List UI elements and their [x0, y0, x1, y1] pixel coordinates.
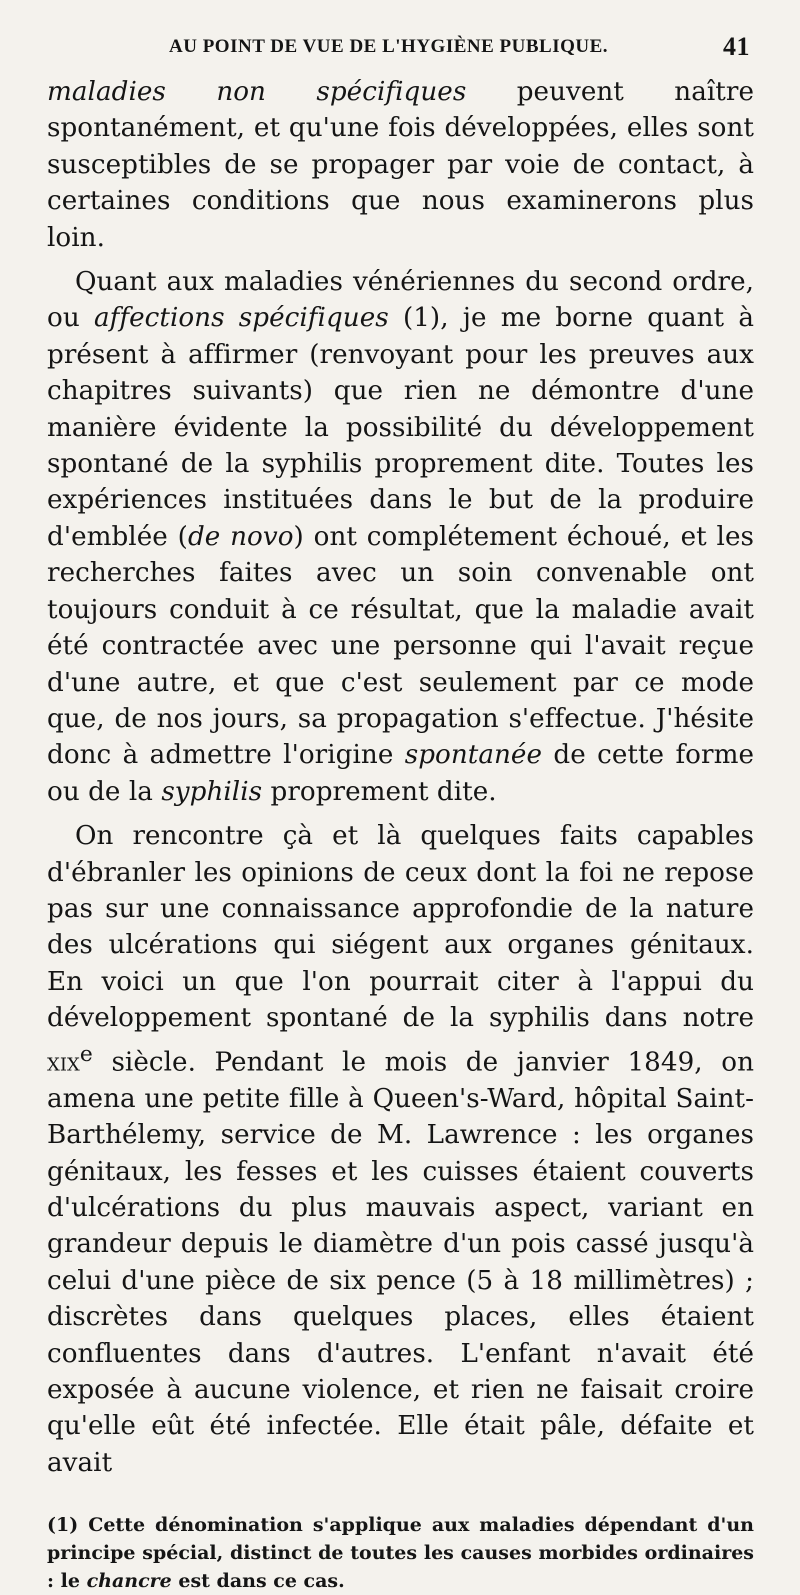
page-number: 41: [723, 32, 750, 61]
footnote: [47, 1511, 754, 1595]
paragraphs.1-segment: affections spécifiques: [93, 303, 389, 334]
paragraphs.1-segment: ) ont complétement échoué, et les recherches faites avec un soin convenable ont toujours conduit à ce résultat, que la maladie avait été contractée avec une personne qui l'avait reçue d'une autre, et que c'est seulement par ce mode que, de nos jours, sa propagation s'effectue. J'hésite donc à admettre l'origine: [47, 521, 754, 771]
paragraph-2: [47, 264, 754, 810]
footnote-segment: est dans ce cas.: [171, 1570, 345, 1593]
paragraphs.2-segment: e: [79, 1041, 93, 1067]
running-head: [47, 30, 754, 74]
body-text: [47, 74, 754, 1481]
paragraphs.2-segment: xix: [47, 1047, 80, 1078]
paragraphs.2-segment: On rencontre çà et là quelques faits capables d'ébranler les opinions de ceux dont la foi ne repose pas sur une connaissance approfondie de la nature des ulcérations qui siégent aux organes génitaux. En voici un que l'on pourrait citer à l'appui du développement spontané de la syphilis dans notre: [47, 821, 754, 1034]
paragraph-3: [47, 818, 754, 1481]
paragraphs.1-segment: de novo: [187, 521, 294, 552]
footnote-segment: (1) Cette dénomination s'applique aux maladies dépendant d'un principe spécial, distinct de toutes les causes morbides ordinaires : le: [47, 1514, 754, 1593]
paragraphs.2-segment: siècle. Pendant le mois de janvier 1849, on amena une petite fille à Queen's-Ward, hôpital Saint-Barthélemy, service de M. Lawrence : les organes génitaux, les fesses et les cuisses étaient couverts d'ulcérations du plus mauvais aspect, variant en grandeur depuis le diamètre d'un pois cassé jusqu'à celui d'une pièce de six pence (5 à 18 millimètres) ; discrètes dans quelques places, elles étaient confluentes dans d'autres. L'enfant n'avait été exposée à aucune violence, et rien ne faisait croire qu'elle eût été infectée. Elle était pâle, défaite et avait: [47, 1047, 754, 1478]
paragraphs.1-segment: spontanée: [404, 740, 543, 771]
paragraphs.1-segment: Quant aux maladies vénériennes du second ordre, ou: [47, 267, 754, 334]
paragraphs.0-segment: maladies non spécifiques: [47, 77, 467, 107]
paragraphs.1-segment: de cette forme ou de la: [47, 740, 754, 807]
paragraphs.1-segment: syphilis: [161, 776, 263, 807]
footnote-segment: chancre: [86, 1570, 172, 1593]
paragraphs.1-segment: proprement dite.: [262, 776, 497, 807]
paragraph-1: [47, 74, 754, 256]
paragraphs.0-segment: peuvent naître spontanément, et qu'une fois développées, elles sont susceptibles de se propager par voie de contact, à certaines conditions que nous examinerons plus loin.: [47, 77, 754, 253]
running-title: AU POINT DE VUE DE L'HYGIÈNE PUBLIQUE.: [169, 36, 609, 57]
paragraphs.1-segment: (1), je me borne quant à présent à affirmer (renvoyant pour les preuves aux chapitres suivants) que rien ne démontre d'une manière évidente la possibilité du développement spontané de la syphilis proprement dite. Toutes les expériences instituées dans le but de la produire d'emblée (: [47, 303, 755, 552]
